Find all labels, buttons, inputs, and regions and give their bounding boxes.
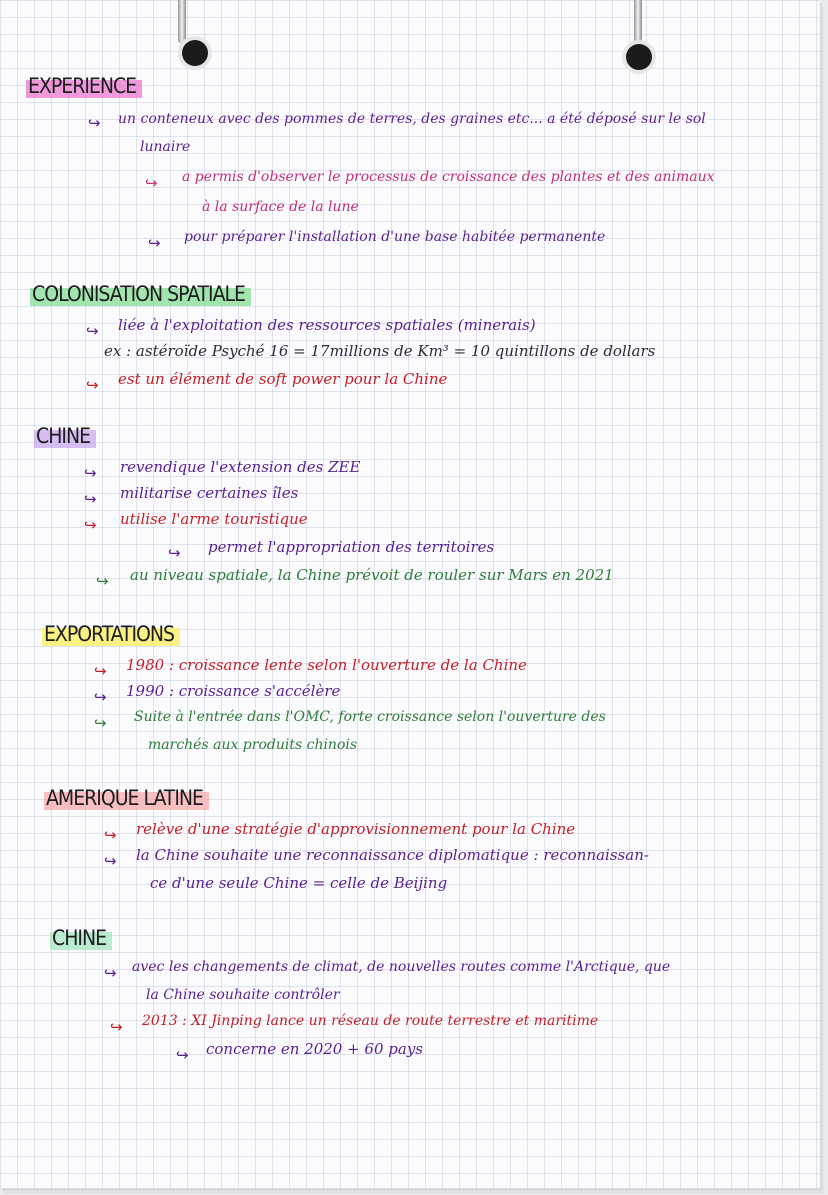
arrow-icon: ↪ bbox=[88, 114, 101, 132]
colonisation-line-3: est un élément de soft power pour la Chine bbox=[118, 370, 448, 388]
arrow-icon: ↪ bbox=[104, 964, 117, 982]
chine2-line-2: 2013 : XI Jinping lance un réseau de route terrestre et maritime bbox=[142, 1013, 599, 1029]
chine1-line-1: revendique l'extension des ZEE bbox=[120, 458, 361, 476]
experience-line-3: pour préparer l'installation d'une base habitée permanente bbox=[184, 229, 606, 245]
arrow-icon: ↪ bbox=[94, 714, 107, 732]
arrow-icon: ↪ bbox=[104, 852, 117, 870]
binder-ring-left bbox=[178, 0, 186, 44]
chine2-line-1: avec les changements de climat, de nouvelles routes comme l'Arctique, que bbox=[132, 959, 671, 975]
heading-amerique-latine: AMERIQUE LATINE bbox=[44, 786, 209, 810]
heading-exportations: EXPORTATIONS bbox=[42, 622, 180, 646]
experience-line-1: un conteneux avec des pommes de terres, des graines etc... a été déposé sur le sol bbox=[118, 111, 706, 127]
exportations-line-2: 1990 : croissance s'accélère bbox=[126, 682, 341, 700]
experience-line-2b: à la surface de la lune bbox=[202, 199, 359, 215]
binder-ring-right bbox=[634, 0, 642, 44]
arrow-icon: ↪ bbox=[84, 516, 97, 534]
binder-hole-right bbox=[626, 44, 652, 70]
chine1-line-4: permet l'appropriation des territoires bbox=[208, 538, 495, 556]
arrow-icon: ↪ bbox=[145, 174, 158, 192]
heading-colonisation: COLONISATION SPATIALE bbox=[30, 282, 251, 306]
experience-line-1b: lunaire bbox=[140, 139, 191, 155]
binder-hole-left bbox=[182, 40, 208, 66]
arrow-icon: ↪ bbox=[176, 1046, 189, 1064]
arrow-icon: ↪ bbox=[168, 544, 181, 562]
arrow-icon: ↪ bbox=[86, 322, 99, 340]
chine2-line-1b: la Chine souhaite contrôler bbox=[146, 987, 340, 1003]
arrow-icon: ↪ bbox=[84, 490, 97, 508]
experience-line-2: a permis d'observer le processus de croissance des plantes et des animaux bbox=[182, 169, 715, 185]
exportations-line-3b: marchés aux produits chinois bbox=[148, 737, 358, 753]
heading-chine-2: CHINE bbox=[50, 926, 112, 950]
arrow-icon: ↪ bbox=[104, 826, 117, 844]
arrow-icon: ↪ bbox=[94, 662, 107, 680]
arrow-icon: ↪ bbox=[94, 688, 107, 706]
colonisation-line-2: ex : astéroïde Psyché 16 = 17millions de Km³ = 10 quintillons de dollars bbox=[104, 342, 656, 360]
heading-chine-1: CHINE bbox=[34, 424, 96, 448]
arrow-icon: ↪ bbox=[84, 464, 97, 482]
exportations-line-3: Suite à l'entrée dans l'OMC, forte croissance selon l'ouverture des bbox=[134, 709, 606, 725]
amerique-line-2b: ce d'une seule Chine = celle de Beijing bbox=[150, 874, 448, 892]
amerique-line-2: la Chine souhaite une reconnaissance diplomatique : reconnaissan- bbox=[136, 846, 649, 864]
chine2-line-3: concerne en 2020 + 60 pays bbox=[206, 1040, 424, 1058]
arrow-icon: ↪ bbox=[86, 376, 99, 394]
exportations-line-1: 1980 : croissance lente selon l'ouverture de la Chine bbox=[126, 656, 527, 674]
arrow-icon: ↪ bbox=[96, 572, 109, 590]
amerique-line-1: relève d'une stratégie d'approvisionnement pour la Chine bbox=[136, 820, 576, 838]
chine1-line-3: utilise l'arme touristique bbox=[120, 510, 308, 528]
arrow-icon: ↪ bbox=[148, 234, 161, 252]
chine1-line-2: militarise certaines îles bbox=[120, 484, 299, 502]
arrow-icon: ↪ bbox=[110, 1018, 123, 1036]
chine1-line-5: au niveau spatiale, la Chine prévoit de rouler sur Mars en 2021 bbox=[130, 566, 614, 584]
colonisation-line-1: liée à l'exploitation des ressources spatiales (minerais) bbox=[118, 316, 536, 334]
heading-experience: EXPERIENCE bbox=[26, 74, 142, 98]
